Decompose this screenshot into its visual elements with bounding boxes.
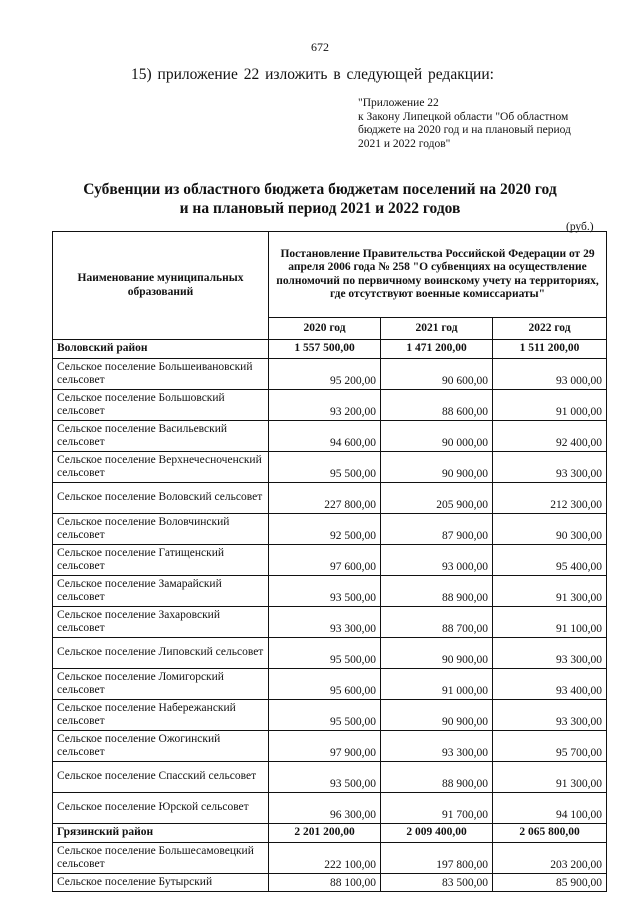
- settlement-name: Сельское поселение Васильевский сельсовет: [53, 421, 269, 452]
- district-row: [53, 340, 607, 359]
- value-2022: 93 300,00: [493, 700, 607, 731]
- table-row: [53, 874, 607, 892]
- table-row: [53, 421, 607, 452]
- title-line: и на плановый период 2021 и 2022 годов: [179, 200, 461, 217]
- subventions-table: [52, 231, 607, 892]
- value-2021: 90 000,00: [381, 421, 493, 452]
- appendix-line: 2021 и 2022 годов": [358, 137, 451, 150]
- appendix-line: к Закону Липецкой области "Об областном: [358, 110, 569, 123]
- value-2020: 92 500,00: [269, 514, 381, 545]
- value-2021: 91 700,00: [381, 793, 493, 824]
- value-2020: 95 500,00: [269, 700, 381, 731]
- value-2020: 96 300,00: [269, 793, 381, 824]
- appendix-line: бюджете на 2020 год и на плановый период: [358, 124, 571, 136]
- value-2021: 88 700,00: [381, 607, 493, 638]
- value-2021: 1 471 200,00: [381, 340, 493, 359]
- value-2021: 197 800,00: [381, 843, 493, 874]
- value-2022: 94 100,00: [493, 793, 607, 824]
- value-2021: 205 900,00: [381, 483, 493, 514]
- title-line: Субвенции из областного бюджета бюджетам поселений на 2020 год: [83, 181, 557, 198]
- settlement-name: Сельское поселение Юрской сельсовет: [53, 793, 269, 824]
- value-2020: 1 557 500,00: [269, 340, 381, 359]
- settlement-name: Сельское поселение Верхнечесноченский сельсовет: [53, 452, 269, 483]
- year-header-2020: 2020 год: [269, 318, 381, 340]
- value-2020: 93 300,00: [269, 607, 381, 638]
- table-row: [53, 669, 607, 700]
- value-2022: 93 400,00: [493, 669, 607, 700]
- value-2021: 90 900,00: [381, 452, 493, 483]
- value-2022: 85 900,00: [493, 874, 607, 892]
- settlement-name: Сельское поселение Гатищенский сельсовет: [53, 545, 269, 576]
- value-2022: 92 400,00: [493, 421, 607, 452]
- year-header-2022: 2022 год: [493, 318, 607, 340]
- value-2020: 95 500,00: [269, 452, 381, 483]
- table-row: [53, 483, 607, 514]
- table-row: [53, 545, 607, 576]
- appendix-line: "Приложение 22: [358, 97, 439, 109]
- decree-header: Постановление Правительства Российской Федерации от 29 апреля 2006 года № 258 "О субвенциях на осуществление полномочий по первичному воинскому учету на территориях, где отсутствуют военные комиссариаты": [269, 232, 607, 318]
- value-2022: 91 100,00: [493, 607, 607, 638]
- settlement-name: Сельское поселение Большесамовецкий сельсовет: [53, 843, 269, 874]
- value-2021: 88 900,00: [381, 762, 493, 793]
- value-2020: 97 600,00: [269, 545, 381, 576]
- value-2020: 95 600,00: [269, 669, 381, 700]
- table-row: [53, 700, 607, 731]
- settlement-name: Грязинский район: [53, 824, 269, 843]
- value-2022: 95 400,00: [493, 545, 607, 576]
- table-row: [53, 762, 607, 793]
- value-2020: 222 100,00: [269, 843, 381, 874]
- settlement-name: Сельское поселение Бутырский: [53, 874, 269, 892]
- value-2022: 93 000,00: [493, 359, 607, 390]
- value-2021: 91 000,00: [381, 669, 493, 700]
- settlement-name: Сельское поселение Большеивановский сельсовет: [53, 359, 269, 390]
- table-row: [53, 638, 607, 669]
- unit-label: (руб.): [566, 221, 594, 233]
- settlement-name: Сельское поселение Большовский сельсовет: [53, 390, 269, 421]
- value-2021: 93 000,00: [381, 545, 493, 576]
- table-row: [53, 793, 607, 824]
- value-2022: 212 300,00: [493, 483, 607, 514]
- value-2022: 91 000,00: [493, 390, 607, 421]
- page-number: 672: [311, 40, 329, 54]
- value-2020: 97 900,00: [269, 731, 381, 762]
- value-2022: 91 300,00: [493, 576, 607, 607]
- settlement-name: Сельское поселение Захаровский сельсовет: [53, 607, 269, 638]
- value-2022: 93 300,00: [493, 452, 607, 483]
- settlement-name: Сельское поселение Ожогинский сельсовет: [53, 731, 269, 762]
- document-title: [0, 180, 640, 218]
- table-row: [53, 843, 607, 874]
- settlement-name: Сельское поселение Липовский сельсовет: [53, 638, 269, 669]
- value-2020: 93 500,00: [269, 576, 381, 607]
- table-body: [53, 340, 607, 892]
- value-2020: 88 100,00: [269, 874, 381, 892]
- settlement-name: Сельское поселение Воловский сельсовет: [53, 483, 269, 514]
- value-2020: 93 200,00: [269, 390, 381, 421]
- year-header-2021: 2021 год: [381, 318, 493, 340]
- column-header-name: Наименование муниципальных образований: [53, 232, 269, 340]
- value-2021: 87 900,00: [381, 514, 493, 545]
- value-2021: 90 600,00: [381, 359, 493, 390]
- settlement-name: Сельское поселение Замарайский сельсовет: [53, 576, 269, 607]
- value-2022: 1 511 200,00: [493, 340, 607, 359]
- table-row: [53, 359, 607, 390]
- value-2021: 88 900,00: [381, 576, 493, 607]
- table-row: [53, 514, 607, 545]
- value-2021: 2 009 400,00: [381, 824, 493, 843]
- value-2020: 227 800,00: [269, 483, 381, 514]
- table-row: [53, 607, 607, 638]
- appendix-note: [358, 97, 608, 151]
- value-2021: 90 900,00: [381, 700, 493, 731]
- value-2020: 95 500,00: [269, 638, 381, 669]
- district-row: [53, 824, 607, 843]
- settlement-name: Воловский район: [53, 340, 269, 359]
- table-row: [53, 452, 607, 483]
- value-2022: 91 300,00: [493, 762, 607, 793]
- value-2022: 93 300,00: [493, 638, 607, 669]
- value-2021: 83 500,00: [381, 874, 493, 892]
- table-row: [53, 390, 607, 421]
- value-2022: 203 200,00: [493, 843, 607, 874]
- table-row: [53, 576, 607, 607]
- value-2020: 95 200,00: [269, 359, 381, 390]
- value-2022: 2 065 800,00: [493, 824, 607, 843]
- intro-text: 15) приложение 22 изложить в следующей редакции:: [131, 66, 494, 83]
- table-row: [53, 731, 607, 762]
- value-2021: 90 900,00: [381, 638, 493, 669]
- value-2021: 93 300,00: [381, 731, 493, 762]
- settlement-name: Сельское поселение Набережанский сельсовет: [53, 700, 269, 731]
- settlement-name: Сельское поселение Воловчинский сельсовет: [53, 514, 269, 545]
- value-2021: 88 600,00: [381, 390, 493, 421]
- value-2020: 93 500,00: [269, 762, 381, 793]
- value-2020: 94 600,00: [269, 421, 381, 452]
- settlement-name: Сельское поселение Ломигорский сельсовет: [53, 669, 269, 700]
- value-2022: 90 300,00: [493, 514, 607, 545]
- settlement-name: Сельское поселение Спасский сельсовет: [53, 762, 269, 793]
- value-2020: 2 201 200,00: [269, 824, 381, 843]
- value-2022: 95 700,00: [493, 731, 607, 762]
